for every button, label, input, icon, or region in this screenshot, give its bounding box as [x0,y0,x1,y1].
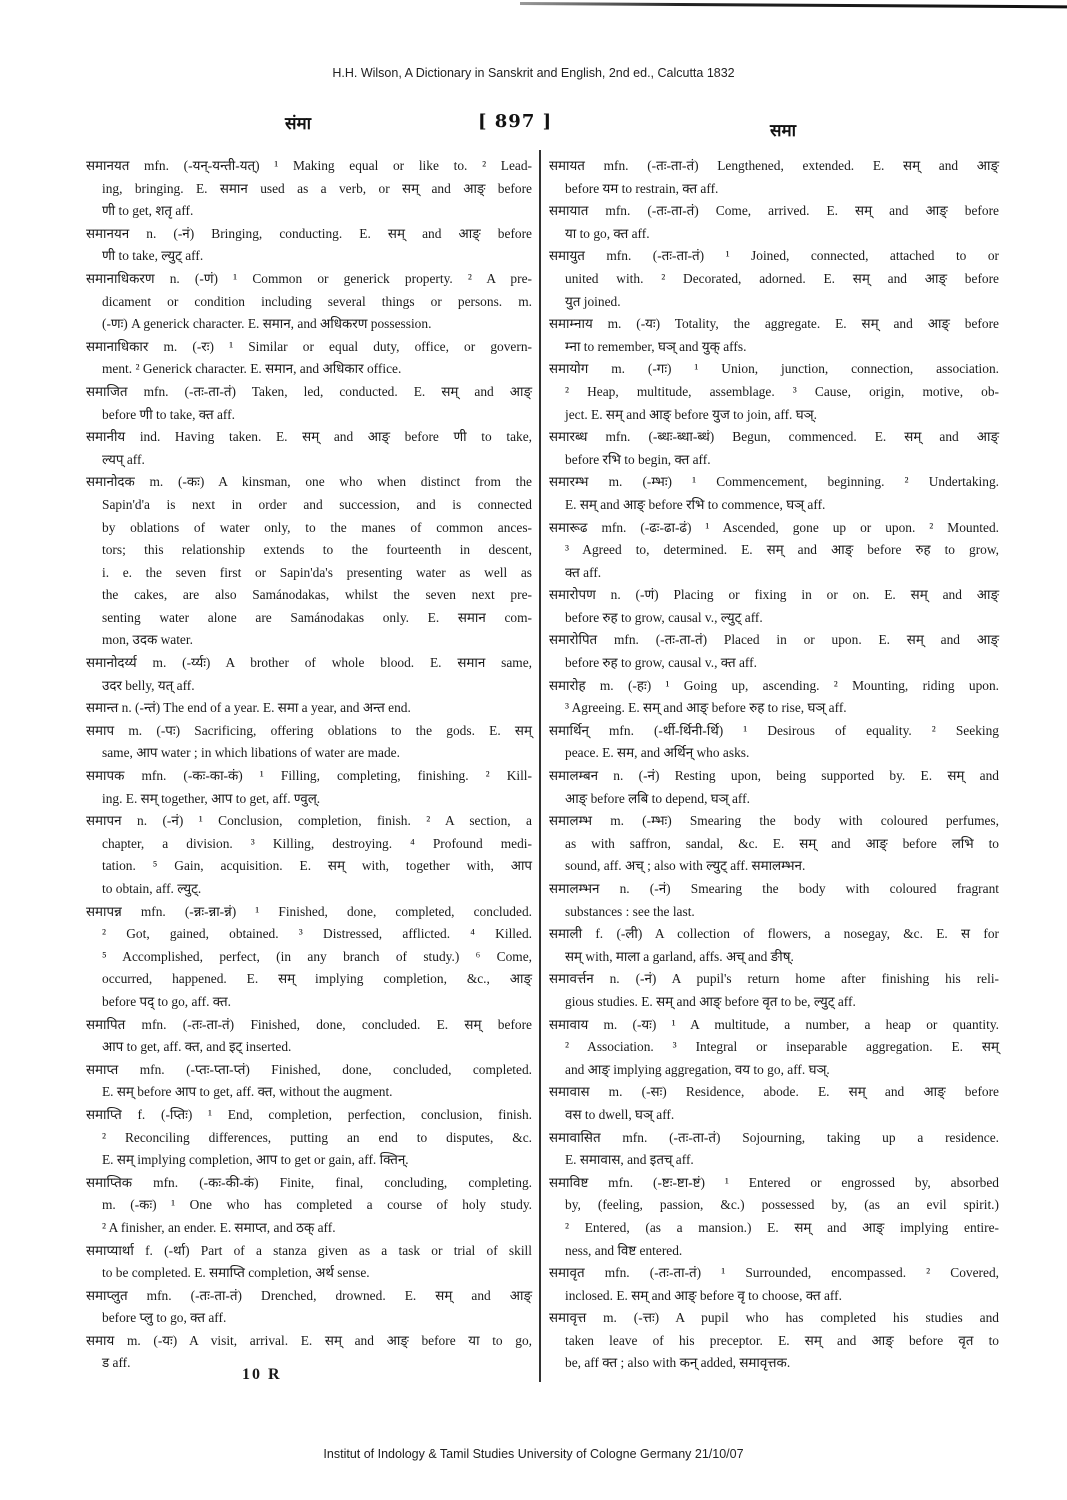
entry-line: senting water alone are Samánodakas only. E. समान com- [102,609,532,625]
entry-headline: समावृत्त m. (-त्तः) A pupil who has completed his studies and [549,1310,999,1326]
entry-line: before यम to restrain, क्त aff. [565,180,719,196]
entry-headline: समावासित mfn. (-तः-ता-तं) Sojourning, taking up a residence. [549,1129,999,1145]
entry-line: वस to dwell, घञ् aff. [565,1106,675,1122]
entry-line: taken leave of his preceptor. E. सम् and आङ् before वृत to [565,1332,999,1348]
entry-line: chapter, a division. ³ Killing, destroying. ⁴ Profound medi- [102,835,532,851]
entry-line: tation. ⁵ Gain, acquisition. E. सम् with, together with, आप [102,858,532,874]
entry-headline: समानोदर्य्य m. (-र्य्यः) A brother of whole blood. E. समान same, [86,655,532,671]
entry-line: by, (feeling, passion, &c.) possessed by, (as an evil spirit.) [565,1197,999,1213]
entry-line: ing. E. सम् together, आप to get, aff. ण्वुल्. [102,790,321,806]
dictionary-entry [86,1240,532,1285]
dictionary-entry [86,223,532,268]
entry-line: उदर belly, यत् aff. [102,677,195,693]
entry-headline: समाविष्ट mfn. (-ष्टः-ष्टा-ष्टं) ¹ Entered or engrossed by, absorbed [549,1174,999,1190]
entry-line: and आङ् implying aggregation, वय to go, aff. घञ्. [565,1061,830,1077]
entry-headline: समायुत mfn. (-तः-ता-तं) ¹ Joined, connected, attached to or [549,248,999,264]
dictionary-entry [549,1262,999,1307]
entry-line: dicament or condition including several things or persons. m. [102,293,532,309]
entry-line: आप to get, aff. क्त, and इट् inserted. [102,1039,292,1055]
dictionary-entry [86,1014,532,1059]
entry-line: by oblations of water only, to the manes of common ances- [102,519,532,535]
entry-headline: समानयन n. (-नं) Bringing, conducting. E. सम् and आङ् before [86,225,532,241]
entry-headline: समाय m. (-यः) A visit, arrival. E. सम् and आङ् before या to go, [86,1332,532,1348]
entry-line: युत joined. [565,293,621,309]
dictionary-entry [549,1307,999,1375]
entry-line: ³ Agreed to, determined. E. सम् and आङ् before रुह to grow, [565,542,999,558]
entry-line: ² A finisher, an ender. E. समाप्त, and ठक् aff. [102,1219,336,1235]
source-citation: H.H. Wilson, A Dictionary in Sanskrit and English, 2nd ed., Calcutta 1832 [332,66,735,80]
entry-line: ² Got, gained, obtained. ³ Distressed, afflicted. ⁴ Killed. [102,926,532,942]
page-edge-line [520,2,1067,8]
dictionary-entry [86,1172,532,1240]
entry-headline: समावास m. (-सः) Residence, abode. E. सम् and आङ् before [549,1084,999,1100]
dictionary-entry [549,155,999,200]
entry-line: before रुह to grow, causal v., ल्युट् aff. [565,609,763,625]
right-column [549,155,999,1375]
dictionary-entry [86,697,532,720]
entry-line: before रुह to grow, causal v., क्त aff. [565,655,757,671]
dictionary-entry [549,765,999,810]
entry-headline: समानीय ind. Having taken. E. सम् and आङ् before णी to take, [86,429,532,445]
entry-headline: समालम्भ m. (-म्भः) Smearing the body with coloured perfumes, [549,813,999,829]
entry-headline: समालम्बन n. (-नं) Resting upon, being supported by. E. सम् and [549,768,999,784]
dictionary-entry [549,245,999,313]
dictionary-entry [86,426,532,471]
dictionary-entry [549,720,999,765]
entry-line: Sapin'd'a is next in order and succession, and is connected [102,496,532,512]
entry-line: क्त aff. [565,564,602,580]
entry-headline: समाप्ति f. (-प्तिः) ¹ End, completion, perfection, conclusion, finish. [86,1106,532,1122]
entry-headline: समापित mfn. (-तः-ता-तं) Finished, done, concluded. E. सम् before [86,1016,532,1032]
entry-headline: समाजित mfn. (-तः-ता-तं) Taken, led, conducted. E. सम् and आङ् [86,383,532,399]
dictionary-entry [86,1285,532,1330]
entry-line: peace. E. सम, and अर्थिन् who asks. [565,745,750,761]
entry-headline: समायत mfn. (-तः-ता-तं) Lengthened, extended. E. सम् and आङ् [549,158,999,173]
entry-line: the cakes, are also Samánodakas, whilst the seven next pre- [102,587,532,603]
dictionary-entry [549,358,999,426]
entry-line: i. e. the seven first or Sapin'da's presenting water as well as [102,564,532,580]
entry-line: m. (-कः) ¹ One who has completed a course of holy study. [102,1197,532,1213]
entry-headline: समावृत mfn. (-तः-ता-तं) ¹ Surrounded, encompassed. ² Covered, [549,1265,999,1281]
entry-line: before प्लु to go, क्त aff. [102,1310,227,1326]
dictionary-entry [549,471,999,516]
entry-headline: समानोदक m. (-कः) A kinsman, one who when distinct from the [86,474,532,490]
entry-line: same, आप water ; in which libations of water are made. [102,745,400,761]
entry-headline: समारोह m. (-हः) ¹ Going up, ascending. ² Mounting, riding upon. [549,677,999,693]
entry-headline: समाम्नाय m. (-यः) Totality, the aggregate. E. सम् and आङ् before [549,316,999,332]
entry-line: ⁵ Accomplished, perfect, (in any branch of study.) ⁶ Come, [102,948,532,964]
entry-line: (-णः) A generick character. E. समान, and अधिकरण possession. [102,316,432,332]
entry-line: as with saffron, sandal, &c. E. सम् and आङ् before लभि to [565,835,999,851]
left-column [86,155,532,1375]
entry-line: म्ना to remember, घञ् and युक् affs. [565,338,747,354]
entry-headline: समालम्भन n. (-नं) Smearing the body with coloured fragrant [549,881,999,896]
entry-line: ing, bringing. E. समान used as a verb, or सम् and आङ् before [102,180,532,196]
entry-line: mon, उदक water. [102,632,193,648]
dictionary-entry [549,584,999,629]
footer-credit: Institut of Indology & Tamil Studies University of Cologne Germany 21/10/07 [323,1447,744,1461]
entry-headline: समानयत mfn. (-यन्-यन्ती-यत्) ¹ Making equal or like to. ² Lead- [86,158,532,173]
entry-headline: समापन n. (-नं) ¹ Conclusion, completion, finish. ² A section, a [86,813,532,829]
dictionary-entry [86,810,532,900]
entry-line: ² Heap, multitude, assemblage. ³ Cause, origin, motive, ob- [565,383,999,399]
running-head-left: संमा [285,114,312,134]
dictionary-entry [549,1081,999,1126]
entry-line: ness, and विष्ट entered. [565,1242,683,1258]
dictionary-entry [86,765,532,810]
entry-line: ल्यप् aff. [102,451,145,467]
entry-line: E. सम् before आप to get, aff. क्त, without the augment. [102,1084,393,1100]
entry-headline: समारोपण n. (-णं) Placing or fixing in or on. E. सम् and आङ् [549,587,999,603]
dictionary-entry [86,1330,532,1375]
signature-mark: 10 R [242,1366,282,1383]
entry-line: E. सम् and आङ् before रभि to commence, घञ् aff. [565,496,826,512]
entry-headline: समारब्ध mfn. (-ब्धः-ब्धा-ब्धं) Begun, commenced. E. सम् and आङ् [549,429,999,445]
entry-line: sound, aff. अच् ; also with ल्युट् aff. समालम्भन. [565,858,806,874]
entry-line: सम् with, माला a garland, affs. अच् and ङीष्. [565,948,794,964]
dictionary-entry [549,313,999,358]
entry-line: ³ Agreeing. E. सम् and आङ् before रुह to rise, घञ् aff. [565,700,847,716]
entry-headline: समारम्भ m. (-म्भः) ¹ Commencement, beginning. ² Undertaking. [549,474,999,490]
entry-line: E. सम् implying completion, आप to get or gain, aff. क्तिन्. [102,1152,409,1168]
entry-headline: समानाधिकरण n. (-णं) ¹ Common or generick property. ² A pre- [86,270,532,286]
entry-line: णी to get, शतृ aff. [102,203,194,219]
entry-headline: समाप्तिक mfn. (-कः-की-कं) Finite, final, concluding, completing. [86,1174,532,1190]
entry-headline: समापक mfn. (-कः-का-कं) ¹ Filling, completing, finishing. ² Kill- [86,768,532,784]
entry-line: before णी to take, क्त aff. [102,406,235,422]
dictionary-entry [549,878,999,923]
entry-headline: समारूढ mfn. (-ढः-ढा-ढं) ¹ Ascended, gone up or upon. ² Mounted. [549,519,999,535]
entry-line: ject. E. सम् and आङ् before युज to join, aff. घञ्. [565,406,817,422]
entry-line: gious studies. E. सम् and आङ् before वृत to be, ल्युट् aff. [565,993,856,1009]
dictionary-entry [549,517,999,585]
dictionary-entry [549,923,999,968]
entry-line: to obtain, aff. ल्युट्. [102,881,202,896]
entry-line: united with. ² Decorated, adorned. E. सम् and आङ् before [565,270,999,286]
dictionary-entry [549,200,999,245]
dictionary-entry [86,1059,532,1104]
dictionary-entry [549,968,999,1013]
dictionary-entry [86,652,532,697]
entry-line: या to go, क्त aff. [565,225,650,241]
entry-headline: समावर्त्तन n. (-नं) A pupil's return home after finishing his reli- [549,971,999,987]
entry-line: ment. ² Generick character. E. समान, and अधिकार office. [102,361,402,377]
entry-line: occurred, happened. E. सम् implying completion, &c., आङ् [102,971,532,987]
dictionary-entry [86,901,532,1014]
dictionary-entry [549,426,999,471]
dictionary-entry [549,810,999,878]
dictionary-entry [86,155,532,223]
entry-headline: समारोपित mfn. (-तः-ता-तं) Placed in or upon. E. सम् and आङ् [549,632,999,648]
entry-headline: समाप्त mfn. (-प्तः-प्ता-प्तं) Finished, done, concluded, completed. [86,1061,532,1077]
entry-line: ² Entered, (as a mansion.) E. सम् and आङ् implying entire- [565,1219,999,1235]
entry-headline: समार्थिन् mfn. (-र्थी-र्थिनी-र्थि) ¹ Desirous of equality. ² Seeking [549,722,999,738]
entry-headline: समापन्न mfn. (-न्नः-न्ना-न्नं) ¹ Finished, done, completed, concluded. [86,903,532,919]
entry-headline: समायोग m. (-गः) ¹ Union, junction, connection, association. [549,361,999,377]
entry-line: ² Reconciling differences, putting an end to disputes, &c. [102,1129,532,1145]
entry-headline: समायात mfn. (-तः-ता-तं) Come, arrived. E. सम् and आङ् before [549,203,999,219]
dictionary-entry [86,336,532,381]
entry-line: before पद् to go, aff. क्त. [102,993,231,1009]
dictionary-entry [549,675,999,720]
entry-line: E. समावास, and इतच् aff. [565,1152,694,1168]
entry-line: ² Association. ³ Integral or inseparable aggregation. E. सम् [565,1039,999,1055]
entry-line: ड aff. [102,1355,131,1371]
entry-line: inclosed. E. सम् and आङ् before वृ to choose, क्त aff. [565,1287,842,1303]
entry-headline: समाली f. (-ली) A collection of flowers, a nosegay, &c. E. स for [549,926,999,942]
entry-line: before रभि to begin, क्त aff. [565,451,711,467]
dictionary-entry [549,1127,999,1172]
entry-headline: समाप्लुत mfn. (-तः-ता-तं) Drenched, drowned. E. सम् and आङ् [86,1287,532,1303]
dictionary-entry [549,629,999,674]
column-divider [539,150,541,1382]
dictionary-entry [86,720,532,765]
running-head-right: समा [770,121,797,141]
dictionary-entry [86,1104,532,1172]
entry-line: be, aff क्त ; also with कन् added, समावृत्तक. [565,1355,791,1371]
dictionary-entry [86,268,532,336]
dictionary-entry [549,1014,999,1082]
dictionary-entry [549,1172,999,1262]
dictionary-entry [86,471,532,652]
entry-line: णी to take, ल्युट् aff. [102,248,204,264]
entry-line: substances : see the last. [565,903,695,919]
entry-headline: समाप्यार्था f. (-र्था) Part of a stanza given as a task or trial of skill [86,1242,532,1258]
dictionary-entry [86,381,532,426]
entry-headline: समाप m. (-पः) Sacrificing, offering oblations to the gods. E. सम् [86,722,532,738]
entry-line: आङ् before लबि to depend, घञ् aff. [565,790,750,806]
entry-headline: समान्त n. (-न्तं) The end of a year. E. समा a year, and अन्त end. [86,700,411,716]
page-number: [ 897 ] [478,111,553,132]
entry-headline: समानाधिकार m. (-रः) ¹ Similar or equal duty, office, or govern- [86,338,532,354]
entry-line: to be completed. E. समाप्ति completion, अर्थ sense. [102,1265,370,1281]
entry-headline: समावाय m. (-यः) ¹ A multitude, a number, a heap or quantity. [549,1016,999,1032]
entry-line: tors; this relationship extends to the fourteenth in descent, [102,542,532,558]
